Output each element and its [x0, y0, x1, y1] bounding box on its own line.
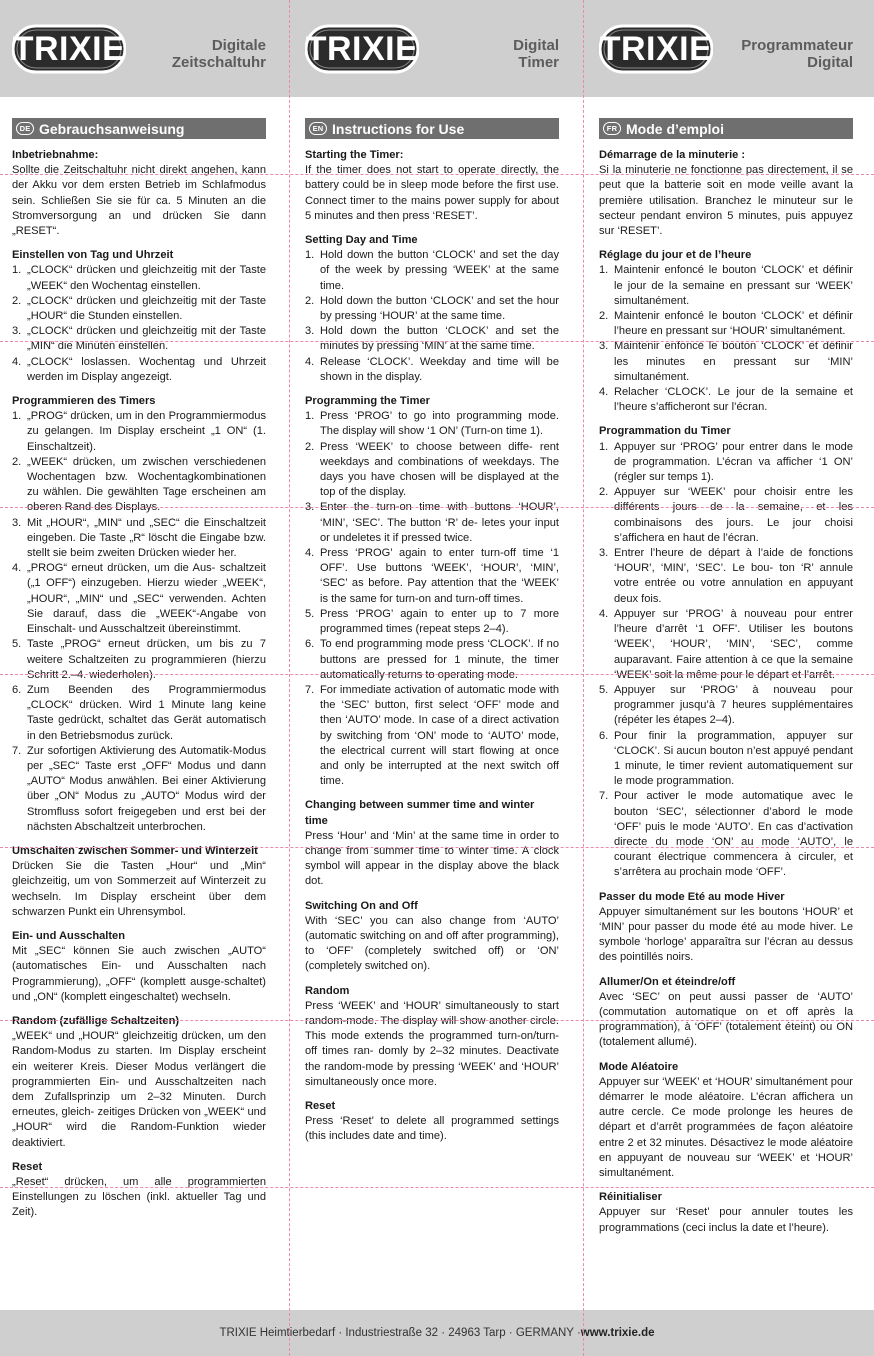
step-list — [12, 409, 266, 835]
fold-line — [0, 1187, 874, 1188]
fold-line — [0, 674, 874, 675]
step-text: „PROG“ drücken, um in den Programmiermodus zu gelangen. Im Display erscheint „1 ON“ (1. Einschaltzeit). — [27, 410, 266, 453]
section-title: Starting the Timer: — [305, 149, 404, 161]
section-title: Allumer/On et éteindre/off — [599, 975, 736, 988]
step-item — [12, 409, 266, 455]
step-number: 4. — [599, 386, 609, 399]
step-text: „CLOCK“ drücken und gleichzeitig mit der Taste „MIN“ die Minuten einstellen. — [27, 325, 266, 353]
section-paragraph: „Reset“ drücken, um alle programmierten Einstellungen zu löschen (inkl. aktueller Tag und Zeit). — [12, 1176, 266, 1219]
step-number: 3. — [12, 325, 22, 338]
language-badge: DE — [16, 122, 34, 135]
section-title: Programming the Timer — [305, 395, 430, 408]
section-title: Umschalten zwischen Sommer- und Winterzeit — [12, 844, 258, 857]
section-paragraph: Press ‘Reset’ to delete all programmed settings (this includes date and time). — [305, 1115, 559, 1143]
fold-line — [0, 1020, 874, 1021]
column-header — [305, 0, 559, 97]
section-title: Inbetriebnahme: — [12, 149, 99, 161]
step-number: 4. — [305, 355, 315, 368]
step-list — [305, 248, 559, 385]
step-number: 1. — [599, 264, 609, 277]
step-number: 1. — [305, 410, 315, 423]
section-title: Reset — [305, 1099, 336, 1112]
step-text: Appuyer sur ‘PROG’ à nouveau pour entrer l’heure d’arrêt ‘1 OFF’. Utiliser les boutons ‘WEEK’, ‘HOUR’, ‘MIN’, ‘SEC’, comme auparavant. Faire attention à ce que la semaine ‘WEEK’ soit la même pour le départ et l’arrêt. — [614, 607, 853, 681]
product-title-line: Digital — [513, 37, 559, 54]
step-number: 2. — [12, 294, 22, 307]
step-list — [599, 263, 853, 415]
logo-text: TRIXIE — [12, 29, 126, 68]
section-title: Changing between summer time and winter time — [305, 799, 535, 827]
step-number: 2. — [599, 486, 609, 499]
step-text: Maintenir enfoncé le bouton ‘CLOCK’ et définir l’heure en pressant sur ‘HOUR’ simultanément. — [614, 310, 853, 338]
step-number: 4. — [12, 355, 22, 368]
step-list — [599, 440, 853, 881]
step-text: Mit „HOUR“, „MIN“ und „SEC“ die Einschaltzeit eingeben. Die Taste „R“ löscht die Eingabe bzw. stellt sie beim zweiten Drücken wieder her. — [27, 516, 266, 560]
column-header — [12, 0, 266, 97]
instructions-body — [599, 148, 853, 1236]
step-text: Hold down the button ‘CLOCK’ and set the hour by pressing ‘HOUR’ at the same time. — [320, 294, 559, 323]
step-text: To end programming mode press ‘CLOCK’. If no buttons are pressed for 1 minute, the timer automatically returns to operating mode. — [320, 638, 559, 681]
step-item — [599, 729, 853, 790]
trixie-logo — [12, 22, 126, 76]
section-paragraph: With ‘SEC’ you can also change from ‘AUTO’ (automatic switching on and off after programming), to ‘OFF’ (completely switched off) or ‘ON’ (completely switched on). — [305, 914, 559, 973]
step-text: Entrer l’heure de départ à l’aide de fonctions ‘HOUR’, ‘MIN’, ‘SEC’. Le bou- ton ‘R’ annule votre entrée ou votre annulation en appuyant deux fois. — [614, 547, 853, 605]
step-number: 7. — [599, 790, 609, 803]
product-title-line: Zeitschaltuhr — [171, 54, 266, 71]
step-number: 7. — [12, 744, 22, 757]
step-item — [305, 440, 559, 501]
step-number: 5. — [305, 607, 315, 620]
section-title: Switching On and Off — [305, 899, 418, 912]
step-item — [599, 789, 853, 880]
step-number: 2. — [305, 440, 315, 453]
fold-line — [0, 174, 874, 175]
column-header — [599, 0, 853, 97]
step-item — [305, 248, 559, 294]
step-text: Taste „PROG“ erneut drücken, um bis zu 7 weitere Schaltzeiten zu programmieren (hierzu Schritt 2.–4. wiederholen). — [27, 638, 266, 681]
step-number: 5. — [12, 638, 22, 651]
language-header — [305, 118, 559, 139]
step-number: 7. — [305, 683, 315, 696]
section-title: Ein- und Ausschalten — [12, 929, 126, 942]
step-text: „CLOCK“ drücken und gleichzeitig mit der Taste „WEEK“ den Wochentag einstellen. — [27, 264, 266, 292]
section-title: Réinitialiser — [599, 1191, 662, 1204]
language-badge: FR — [603, 122, 621, 135]
step-text: Press ‘PROG’ again to enter turn-off time ‘1 OFF’. Use buttons ‘WEEK’, ‘HOUR’, ‘MIN’, ‘SEC’ as before. Pay attention that the ‘WEEK’ is the same for turn-on and turn-off times. — [320, 547, 559, 605]
section-paragraph: Appuyer sur ‘Reset’ pour annuler toutes les programmations (ceci inclus la date et l’heure). — [599, 1206, 853, 1234]
product-title — [172, 37, 266, 71]
section-title: Random — [305, 984, 350, 997]
step-item — [599, 309, 853, 339]
section-paragraph: If the timer does not start to operate directly, the battery could be in sleep mode before the first use. Connect timer to the mains power supply for about 5 minutes and then press ‘RESET’. — [305, 164, 559, 222]
step-item — [12, 516, 266, 562]
section-paragraph: Drücken Sie die Tasten „Hour“ und „Min“ gleichzeitig, um von Sommerzeit auf Winterzeit zu wechseln. Im Display erscheint über dem schwarzen Punkt ein Uhrensymbol. — [12, 860, 266, 918]
product-title — [513, 37, 559, 71]
step-list — [12, 263, 266, 385]
step-text: Maintenir enfoncé le bouton ‘CLOCK’ et définir le jour de la semaine en pressant sur ‘WEEK’ simultanément. — [614, 264, 853, 307]
fold-line — [0, 847, 874, 848]
step-text: Hold down the button ‘CLOCK’ and set the minutes by pressing ‘MIN’ at the same time. — [320, 325, 559, 353]
step-item — [12, 744, 266, 835]
step-text: Enter the turn-on time with buttons ‘HOUR’, ‘MIN’, ‘SEC’. The button ‘R’ de- letes your input or undeletes it if pressed twice. — [320, 501, 559, 544]
step-item — [305, 355, 559, 385]
step-number: 3. — [305, 325, 315, 338]
fold-line — [289, 0, 290, 1356]
step-item — [305, 637, 559, 683]
step-number: 5. — [599, 683, 609, 696]
section-paragraph: „WEEK“ und „HOUR“ gleichzeitig drücken, um den Random-Modus zu starten. Im Display erscheint ein weiterer Kreis. Dieser Modus verlängert die programmierten Ein- und Ausschaltzeiten nach dem Zufallsprinzip um 2–32 Minuten. Durch erneutes, gleich- zeitiges Drücken von „WEEK“ und „HOUR“ wird die Random-Funktion wieder deaktiviert. — [12, 1030, 266, 1149]
step-number: 4. — [305, 547, 315, 560]
step-item — [599, 683, 853, 729]
section-paragraph: Mit „SEC“ können Sie auch zwischen „AUTO“ (automatisches Ein- und Ausschalten nach Programmierung), „OFF“ (komplett ausge-schaltet) und „ON“ (komplett eingeschaltet) wechseln. — [12, 945, 266, 1003]
step-item — [305, 294, 559, 324]
step-item — [599, 263, 853, 309]
step-text: Appuyer sur ‘PROG’ à nouveau pour programmer jusqu’à 7 heures supplémentaires (répéter les étapes 2–4). — [614, 683, 853, 727]
step-item — [305, 546, 559, 607]
step-number: 2. — [599, 310, 609, 323]
step-item — [12, 683, 266, 744]
language-title: Mode d’emploi — [626, 120, 724, 137]
step-text: „CLOCK“ drücken und gleichzeitig mit der Taste „HOUR“ die Stunden einstellen. — [27, 294, 266, 323]
step-item — [12, 324, 266, 354]
section-paragraph: Si la minuterie ne fonctionne pas directement, il se peut que la batterie soit en mode veille avant la première utilisation. Branchez le minuteur sur le secteur pendant environ 5 minutes, puis appuyez sur ‘RESET’. — [599, 164, 853, 238]
instructions-body — [305, 148, 559, 1145]
step-item — [12, 637, 266, 683]
logo-text: TRIXIE — [599, 29, 713, 68]
step-text: Press ‘PROG’ again to enter up to 7 more programmed times (repeat steps 2–4). — [320, 607, 559, 636]
step-item — [12, 263, 266, 293]
footer-address: TRIXIE Heimtierbedarf · Industriestraße 32 · 24963 Tarp · GERMANY · — [219, 1327, 581, 1339]
fold-line — [0, 507, 874, 508]
step-item — [12, 355, 266, 385]
column-de — [12, 0, 266, 1221]
section-title: Programmation du Timer — [599, 425, 731, 438]
fold-line — [0, 341, 874, 342]
section-title: Mode Aléatoire — [599, 1060, 679, 1073]
section-title: Passer du mode Eté au mode Hiver — [599, 890, 785, 903]
step-number: 1. — [599, 440, 609, 453]
step-number: 2. — [305, 294, 315, 307]
step-text: Maintenir enfoncé le bouton ‘CLOCK’ et définir les minutes en pressant sur ‘MIN’ simultanément. — [614, 340, 853, 383]
step-list — [305, 409, 559, 789]
section-title: Setting Day and Time — [305, 234, 418, 247]
trixie-logo — [305, 22, 419, 76]
language-title: Instructions for Use — [332, 120, 465, 137]
step-number: 4. — [12, 562, 22, 575]
language-header — [599, 118, 853, 139]
product-title-line: Timer — [518, 54, 559, 71]
step-text: Zum Beenden des Programmiermodus „CLOCK“ drücken. Wird 1 Minute lang keine Taste gedrückt, schaltet das Gerät automatisch in den Betriebsmodus zurück. — [27, 683, 266, 742]
section-title: Démarrage de la minuterie : — [599, 149, 746, 161]
section-paragraph: Avec ‘SEC’ on peut aussi passer de ‘AUTO’ (commutation automatique on et off après la programmation), à ‘OFF’ (totalement éteint) ou ON (totalement allumé). — [599, 990, 853, 1049]
step-number: 3. — [599, 340, 609, 353]
step-number: 3. — [12, 516, 22, 529]
product-title-line: Digitale — [211, 37, 266, 54]
step-number: 1. — [12, 264, 22, 277]
step-item — [305, 683, 559, 789]
step-item — [12, 294, 266, 324]
step-item — [599, 485, 853, 546]
section-title: Programmieren des Timers — [12, 395, 156, 408]
product-title-line: Programmateur — [741, 37, 853, 54]
product-title — [741, 37, 853, 71]
step-number: 1. — [12, 410, 22, 423]
instructions-body — [12, 148, 266, 1221]
step-number: 6. — [305, 638, 315, 651]
footer — [0, 1310, 874, 1356]
step-item — [305, 409, 559, 439]
section-paragraph: Sollte die Zeitschaltuhr nicht direkt angehen, kann der Akku vor dem ersten Betrieb im Schlafmodus sein. Schließen Sie sie für ca. 5 Minuten an die Stromversorgung an und drücken Sie dann „RESET“. — [12, 164, 266, 238]
footer-url: www.trixie.de — [580, 1327, 655, 1339]
section-title: Random (zufällige Schaltzeiten) — [12, 1014, 180, 1027]
step-number: 6. — [599, 729, 609, 742]
step-text: Hold down the button ‘CLOCK’ and set the day of the week by pressing ‘WEEK’ at the same time. — [320, 249, 559, 292]
step-text: Pour activer le mode automatique avec le bouton ‘SEC’, sélectionner d’abord le mode ‘OFF’ puis le mode ‘AUTO’. En cas d’activation directe du mode ‘ON’ au mode ‘AUTO’, le courant électrique commencera à circuler, et s’arrêtera au prochain mode ‘OFF’. — [614, 790, 853, 879]
step-item — [305, 324, 559, 354]
step-text: „CLOCK“ loslassen. Wochentag und Uhrzeit werden im Display angezeigt. — [27, 355, 266, 383]
step-number: 1. — [305, 249, 315, 262]
logo-text: TRIXIE — [305, 29, 419, 68]
step-text: Relacher ‘CLOCK’. Le jour de la semaine et l’heure s’afficheront sur l’écran. — [614, 386, 853, 414]
column-fr — [599, 0, 853, 1236]
step-text: Press ‘WEEK’ to choose between diffe- rent weekdays and combinations of weekdays. The days you have chosen will be displayed at the top of the display. — [320, 440, 559, 499]
section-title: Réglage du jour et de l’heure — [599, 249, 752, 262]
language-title: Gebrauchsanweisung — [39, 120, 185, 137]
product-title-line: Digital — [807, 54, 853, 71]
step-item — [599, 440, 853, 486]
step-item — [599, 339, 853, 385]
step-number: 3. — [305, 501, 315, 514]
section-paragraph: Appuyer simultanément sur les boutons ‘HOUR’ et ‘MIN’ pour passer du mode été au mode hiver. Le symbole ‘horloge’ apparaîtra sur l’écran au dessus des pointillés noirs. — [599, 905, 853, 964]
language-badge: EN — [309, 122, 327, 135]
section-title: Einstellen von Tag und Uhrzeit — [12, 249, 174, 262]
step-text: Appuyer sur ‘WEEK’ pour choisir entre les différents jours de la semaine, et les combinaisons des jours. Le jour choisi s’affichera en haut de l’écran. — [614, 486, 853, 544]
section-paragraph: Press ‘WEEK’ and ‘HOUR’ simultaneously to start random-mode. The display will show another circle. This mode extends the programmed turn-on/turn-off times ran- domly by 2–32 minutes. Deactivate the random-mode by pressing ‘WEEK’ and ‘HOUR’ simultaneously once more. — [305, 999, 559, 1088]
step-item — [599, 607, 853, 683]
step-number: 2. — [12, 455, 22, 468]
step-item — [305, 607, 559, 637]
section-paragraph: Appuyer sur ‘WEEK’ et ‘HOUR’ simultanément pour démarrer le mode aléatoire. L’écran affichera un autre cercle. Ce mode prolonge les heures de départ et d’arrêt programmées de façon aléatoire entre 2 et 32 minutes. Désactivez le mode aléatoire en appuyant de nouveau sur ‘WEEK’ et ‘HOUR’ simultanément. — [599, 1075, 853, 1179]
language-header — [12, 118, 266, 139]
step-text: „PROG“ erneut drücken, um die Aus- schaltzeit („1 OFF“) einzugeben. Hierzu wieder „WEEK“, „HOUR“, „MIN“ und „SEC“ verwenden. Achten Sie darauf, dass die „WEEK“-Angabe von Einschalt- und Ausschaltzeit übereinstimmt. — [27, 562, 266, 636]
step-number: 4. — [599, 607, 609, 620]
fold-line — [583, 0, 584, 1356]
trixie-logo — [599, 22, 713, 76]
step-text: Zur sofortigen Aktivierung des Automatik-Modus per „SEC“ Taste erst „OFF“ Modus und dann „AUTO“ Modus anwählen. Bei einer Aktivierung über „ON“ Modus zu „AUTO“ Modus wird der Stromfluss sofort freigegeben und erst bei der nächsten Abschaltzeit unterbrochen. — [27, 744, 266, 833]
step-text: Release ‘CLOCK’. Weekday and time will be shown in the display. — [320, 355, 559, 383]
step-text: Pour finir la programmation, appuyer sur ‘CLOCK’. Si aucun bouton n’est appuyé pendant 1 minute, le timer revient automatiquement sur le mode programmation. — [614, 729, 853, 788]
step-number: 6. — [12, 683, 22, 696]
step-text: Appuyer sur ‘PROG’ pour entrer dans le mode de programmation. L’écran va afficher ‘1 ON’ (régler sur temps 1). — [614, 440, 853, 484]
step-number: 3. — [599, 547, 609, 560]
step-item — [12, 561, 266, 637]
step-text: For immediate activation of automatic mode with the ‘SEC’ button, first select ‘OFF’ mode and then ‘AUTO’ mode. In case of a direct activation by switching from ‘ON’ mode to ‘AUTO’ mode, the electrical current will start flowing at once and only be interrupted at the next switch off time. — [320, 683, 559, 788]
step-item — [599, 546, 853, 607]
step-text: Press ‘PROG’ to go into programming mode. The display will show ‘1 ON’ (Turn-on time 1). — [320, 410, 559, 438]
column-en — [305, 0, 559, 1145]
step-item — [599, 385, 853, 415]
section-paragraph: Press ‘Hour’ and ‘Min’ at the same time in order to change from summer time to winter time. A clock symbol will appear in the display above the black dot. — [305, 829, 559, 888]
step-text: „WEEK“ drücken, um zwischen verschiedenen Wochentagen bzw. Wochentagkombinationen zu wählen. Die gewählten Tage erscheinen am oberen Rand des Displays. — [27, 455, 266, 514]
section-title: Reset — [12, 1160, 43, 1173]
